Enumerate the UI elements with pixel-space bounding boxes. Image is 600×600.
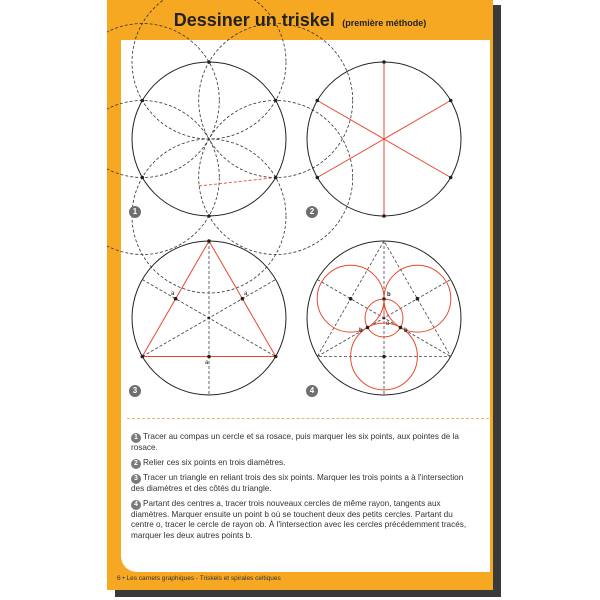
instruction-1-number: 1 (131, 433, 141, 443)
figure-1-rosace (107, 0, 353, 293)
figure-4-label-b3: b (404, 328, 408, 334)
instruction-2 (131, 458, 471, 469)
figure-2-number: 2 (306, 206, 318, 218)
figure-4-label-b1: b (387, 292, 391, 298)
instruction-2-text: Relier ces six points en trois diamètres. (143, 457, 286, 467)
figure-3-triangle (132, 239, 286, 395)
figure-1-number: 1 (129, 206, 141, 218)
figure-3-number: 3 (129, 385, 141, 397)
figure-3-label-a1: a (171, 291, 175, 297)
title-main: Dessiner un triskel (173, 10, 335, 30)
instruction-2-number: 2 (131, 459, 141, 469)
instruction-4-number: 4 (131, 500, 141, 510)
figure-2-diameters (307, 60, 461, 218)
instruction-4 (131, 499, 471, 542)
figure-4-label-o: o (386, 321, 390, 327)
section-divider (127, 418, 489, 419)
instruction-4-text: Partant des centres a, tracer trois nouveaux cercles de même rayon, tangents aux diamètres. Marquer ensuite un point b où se touchent deux des petits cercles. Partant du centre o, tracer le cercle de rayon ob. À l'intersection avec les cercles précédemment tracés, marquer les deux autres points b. (131, 498, 467, 541)
figure-4-circles (307, 241, 461, 395)
instruction-3 (131, 473, 471, 495)
instruction-3-text: Tracer un triangle en reliant trois des six points. Marquer les trois points a à l'intersection des diamètres et des côtés du triangle. (131, 472, 464, 493)
instruction-1 (131, 432, 471, 454)
figure-4-label-b2: b (359, 328, 363, 334)
instructions (131, 432, 471, 546)
figure-4-number: 4 (306, 385, 318, 397)
figure-3-label-a2: a (244, 291, 248, 297)
figure-3-label-a3: a (205, 360, 209, 366)
instruction-1-text: Tracer au compas un cercle et sa rosace, puis marquer les six points, aux pointes de la rosace. (131, 432, 459, 452)
title-sub: (première méthode) (342, 18, 427, 28)
book-page (107, 0, 493, 590)
page-footer: 6 • Les carnets graphiques - Triskels et spirales celtiques (117, 575, 281, 582)
instruction-3-number: 3 (131, 474, 141, 484)
